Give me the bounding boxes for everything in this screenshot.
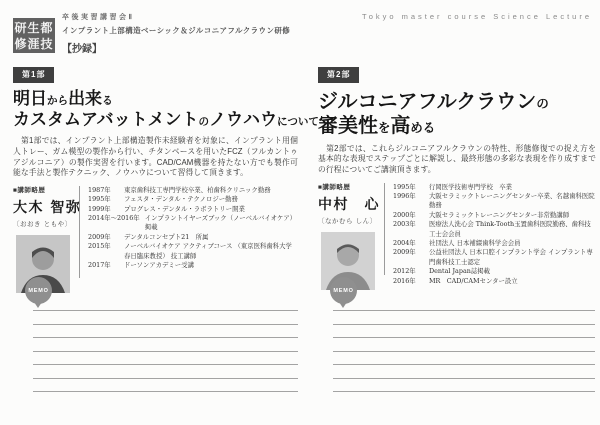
bio-year: 2016年: [393, 276, 416, 285]
bio-row: [88, 195, 298, 204]
memo-rule-line: [333, 378, 595, 392]
bio-text: フェスタ・デンタル・テクノロジー勤務: [124, 195, 238, 204]
part1-speaker-profile: [13, 185, 298, 293]
speaker-identity: [318, 182, 378, 290]
bio-text: ノーベルバイオケア アクティブコース （東京医科歯科大学 春日臨床教授） 技工講師: [124, 242, 299, 260]
part2-title-line: ジルコニアフルクラウンの: [318, 89, 549, 113]
bio-row: [393, 220, 596, 239]
bio-year: 1995年: [88, 195, 111, 204]
header-english-title: Tokyo master course Science Lecture: [361, 12, 592, 21]
memo-rule-line: [33, 378, 298, 392]
bio-text: 東京歯科技工専門学校卒業、柏歯科クリニック勤務: [124, 185, 271, 194]
logo-line: 研生都: [14, 21, 54, 35]
bio-text: 大阪セラミックトレーニングセンター卒業、名越歯科医院勤務: [429, 191, 595, 210]
bio-text: Dental Japan誌掲載: [429, 267, 491, 276]
memo-ruled-area: [33, 310, 298, 405]
bio-list: [393, 183, 596, 290]
logo-line: 修涯技: [14, 37, 54, 51]
bio-row: [88, 205, 298, 214]
part1-title: [13, 89, 319, 130]
bio-row: [393, 239, 596, 248]
memo-rule-line: [333, 324, 595, 338]
profile-label: ■講師略歴: [318, 183, 351, 191]
bio-row: [393, 277, 596, 286]
section-part1: [13, 64, 319, 293]
part1-title-line: カスタムアバットメントのノウハウについて: [13, 109, 319, 130]
memo-ruled-area: [333, 310, 595, 405]
memo-rule-line: [33, 324, 298, 338]
bio-row: [393, 211, 596, 220]
part1-title-line: 明日から出来る: [13, 89, 113, 109]
bio-year: 2014年〜2016年: [88, 214, 140, 223]
section-part2: [318, 64, 596, 290]
bio-year: 1999年: [88, 204, 111, 213]
bio-text: 公益社団法人 日本口腔インプラント学会 インプラント専門歯科技工士認定: [429, 248, 593, 266]
bio-text: デンタルコンセプト21 所属: [124, 232, 209, 241]
memo-rule-line: [333, 310, 595, 324]
memo-rule-line: [333, 391, 595, 405]
speaker-name: 中村 心: [318, 196, 380, 213]
bio-text: ドーソンアカデミー受講: [124, 261, 194, 270]
bio-year: 2009年: [393, 248, 416, 257]
bio-year: 1987年: [88, 185, 111, 194]
memo-rule-line: [33, 391, 298, 405]
profile-divider: [384, 183, 385, 275]
bio-year: 2004年: [393, 239, 416, 247]
speaker-kana: 〔なかむら しん〕: [318, 216, 377, 225]
part2-speaker-profile: [318, 182, 596, 290]
profile-label: ■講師略歴: [13, 186, 46, 194]
speaker-kana: 〔おおき ともや〕: [13, 219, 72, 228]
bio-year: 2015年: [88, 242, 111, 251]
bio-row: [88, 214, 298, 233]
bio-row: [393, 183, 596, 192]
speaker-name: 大木 智弥: [13, 199, 82, 216]
event-course-title: インプラント上部構造ベーシック＆ジルコニアフルクラウン研修: [62, 26, 291, 35]
bio-year: 1995年: [393, 182, 416, 191]
bio-year: 2017年: [88, 261, 111, 270]
part1-abstract: 第1部では、インプラント上部構造製作未経験者を対象に、インプラント用個人トレー、ガム模型の製作から行い、チタンベースを用いたFCZ（フルカントゥアジルコニア）の製作実習を行います。CAD/CAM機器を持たない方でも製作可能な手法と製作テクニック、ノウハウについて習得して頂きます。: [13, 136, 298, 178]
memo-badge: MEMO: [25, 277, 52, 304]
bio-text: 医療法人洗心会 Think-Tooth玉置歯科医院勤務、歯科技工士会会員: [429, 220, 591, 238]
profile-divider: [79, 186, 80, 278]
part2-badge: 第2部: [318, 67, 359, 83]
bio-row: [88, 233, 298, 242]
bio-row: [88, 242, 298, 261]
bio-row: [393, 248, 596, 267]
speaker-identity: [13, 185, 82, 293]
bio-row: [393, 267, 596, 276]
memo-rule-line: [333, 364, 595, 378]
bio-year: 2000年: [393, 210, 416, 219]
memo-rule-line: [333, 351, 595, 365]
bio-year: 2009年: [88, 232, 111, 241]
bio-year: 2003年: [393, 220, 416, 229]
bio-text: プログレス・デンタル・ラボラトリー開業: [124, 204, 245, 213]
event-series-title: 卒後実習講習会Ⅱ: [62, 14, 135, 21]
bio-text: インプラントイヤーズブック（ノーベルバイオケア）掲載: [144, 214, 297, 232]
memo-rule-line: [33, 351, 298, 365]
memo-badge: MEMO: [330, 277, 357, 304]
bio-text: 大阪セラミックトレーニングセンター非常勤講師: [429, 210, 570, 219]
part1-badge: 第1部: [13, 67, 54, 83]
abstract-label: 【抄録】: [62, 44, 102, 55]
memo-rule-line: [33, 337, 298, 351]
memo-rule-line: [33, 310, 298, 324]
bio-row: [88, 261, 298, 270]
memo-rule-line: [33, 364, 298, 378]
bio-list: [88, 186, 298, 293]
part2-title-line: 審美性を高める: [318, 113, 436, 138]
bio-year: 1996年: [393, 191, 416, 200]
bio-year: 2012年: [393, 267, 416, 276]
memo-rule-line: [333, 337, 595, 351]
bio-row: [88, 186, 298, 195]
bio-text: MR CAD/CAMセンター設立: [429, 276, 518, 285]
part2-title: [318, 89, 596, 138]
bio-text: 社団法人 日本補綴歯科学会会員: [429, 239, 521, 247]
organization-logo: [13, 18, 55, 53]
bio-text: 行岡医学技術専門学校 卒業: [429, 182, 513, 191]
bio-row: [393, 192, 596, 211]
event-header: [62, 12, 290, 55]
part2-abstract: 第2部では、これらジルコニアフルクラウンの特性、形態修復での捉え方を基本的な表現でステップごとに解説し、最終形態の多彩な表現を作り成すまでの行程についてご講演頂きます。: [318, 143, 596, 174]
